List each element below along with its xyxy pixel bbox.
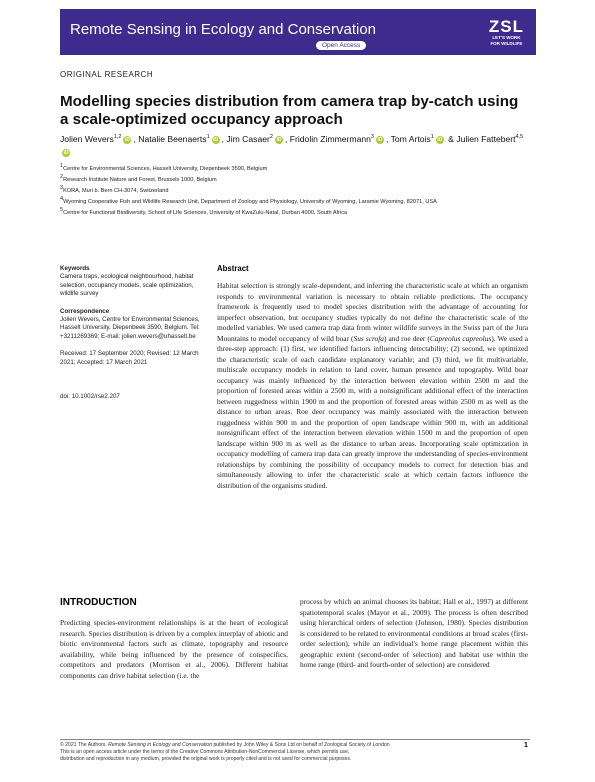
affiliation-number: 5 — [60, 207, 64, 214]
journal-banner — [60, 9, 536, 55]
author-name: Tom Artois — [390, 133, 431, 144]
intro-column-right: process by which an animal chooses its habitat; Hall et al., 1997) at different spatiotemporal scales (Mayor et al., 2009). The process is often described using hierarchical orders of selection (Johnson, 1980). Species distribution is considered to be related to environmental conditions at broad scales (first-order selection), while an individual's home range placement within this geographic extent (second-order of selection) and habitat use within the home range (third- and fourth-order of selection) are considered — [300, 597, 528, 669]
article-title: Modelling species distribution from camera trap by-catch using a scale-optimized occupancy approach — [60, 93, 519, 128]
author-list — [60, 131, 530, 159]
author-name: Natalie Beenaerts — [138, 133, 207, 144]
species-name-roe-deer: Capreolus capreolus — [429, 333, 492, 343]
correspondence-text: Jolien Wevers, Centre for Environmental Sciences, Hasselt University, Diepenbeek 3590, Belgium. Tel: +3211269369; E-mail: jolien.wevers@uhasselt.be — [60, 316, 200, 340]
affiliations — [60, 162, 530, 217]
affiliation-number: 1 — [60, 163, 64, 169]
correspondence-heading: Correspondence — [60, 307, 110, 315]
abstract-part-1: Habitat selection is strongly scale-dependent, and inferring the characteristic scale at which an organism responds to environmental variation is necessary to obtain reliable predictions. The occupancy framework is frequently used to model species distribution with the advantage of accounting for imperfect observation, but occupancy studies typically do not define the characteristic scale of the modelled variables. We used camera trap data from winter wildlife surveys in the Swiss part of the Jura Mountains to model occupancy of wild boar ( — [217, 281, 528, 343]
author-separator: , — [133, 133, 139, 144]
orcid-icon[interactable]: iD — [377, 136, 383, 143]
affiliation-text: Research Institute Nature and Forest, Brussels 1000, Belgium — [63, 176, 217, 183]
abstract-part-2: ) and roe deer ( — [384, 333, 430, 343]
affiliation-text: Centre for Environmental Sciences, Hasselt University, Diepenbeek 3590, Belgium — [63, 165, 268, 172]
footer-publisher: published by John Wiley & Sons Ltd on behalf of Zoological Society of London — [212, 742, 390, 748]
affiliation-number: 2 — [60, 174, 64, 181]
zsl-logo — [489, 18, 524, 46]
species-name-wild-boar: Sus scrofa — [353, 333, 385, 343]
author-name: Julien Fattebert — [456, 133, 516, 144]
footer-line-3: distribution and reproduction in any medium, provided the original work is properly cited and is not used for commercial purposes. — [60, 756, 352, 762]
affiliation-number: 4 — [60, 196, 64, 203]
orcid-icon[interactable]: iD — [124, 136, 130, 143]
author-name: Jim Casaer — [226, 133, 270, 144]
section-label: ORIGINAL RESEARCH — [60, 70, 154, 79]
orcid-icon[interactable]: iD — [437, 136, 443, 143]
intro-column-left: Predicting species-environment relationships is at the heart of ecological research. Species distribution is driven by a complex interplay of abiotic and biotic environmental factors such as climate, topography and resource availability, while being influenced by the presence of conspecifics, competitors and predators (Morrison et al., 2006). Different habitat components can drive habitat selection (i.e. the — [60, 618, 288, 680]
copyright-footer — [60, 742, 500, 763]
page-number: 1 — [524, 742, 528, 749]
orcid-icon[interactable]: iD — [276, 136, 282, 143]
author-separator: , — [385, 133, 391, 144]
open-access-badge: Open Access — [316, 41, 366, 50]
article-info-sidebar — [60, 265, 200, 401]
footer-copyright: © 2021 The Authors. — [60, 742, 109, 748]
footer-line-1 — [60, 742, 500, 749]
affiliation — [60, 206, 530, 217]
author-separator: , — [284, 133, 290, 144]
zsl-logo-line1: LET'S WORK — [492, 35, 521, 40]
author-affiliation-marker: 2 — [269, 134, 273, 140]
journal-name: Remote Sensing in Ecology and Conservation — [70, 21, 377, 38]
footer-line-2: This is an open access article under the terms of the Creative Commons Attribution-NonCommercial License, which permits use, — [60, 749, 350, 755]
affiliation-number: 3 — [60, 185, 64, 192]
affiliation-text: Wyoming Cooperative Fish and Wildlife Research Unit, Department of Zoology and Physiology, University of Wyoming, Laramie Wyoming, 82071, USA — [63, 199, 437, 206]
author-affiliation-marker: 3 — [370, 134, 374, 140]
author-name: Jolien Wevers — [60, 133, 114, 144]
author-separator: & — [445, 133, 457, 144]
footer-divider — [60, 739, 530, 740]
footer-journal-name: Remote Sensing in Ecology and Conservation — [108, 742, 213, 748]
affiliation — [60, 162, 530, 173]
author-affiliation-marker: 1 — [430, 134, 434, 140]
abstract-heading: Abstract — [217, 264, 249, 273]
keywords-text: Camera traps, ecological neighbourhood, habitat selection, occupancy models, scale optimization, wildlife survey — [60, 273, 194, 298]
orcid-icon[interactable]: iD — [213, 136, 219, 143]
author-affiliation-marker: 1,2 — [113, 134, 122, 140]
author-separator: , — [221, 133, 227, 144]
introduction-heading: INTRODUCTION — [60, 597, 137, 608]
keywords-heading: Keywords — [60, 265, 90, 272]
abstract-part-3: ). We used a three-step approach: (1) first, we identified factors influencing detectability; (2) second, we optimized the characteristic scale of each candidate explanatory variable; and (3) third, we fit multivariable, multiscale occupancy models in relation to land cover, human presence and topography. Wild boar occupancy was mainly influenced by the interaction between elevation within 2500 m and the proportion of forested areas within a 2500 m, with a nonsignificant additional effect of the interaction between ruggedness within 1900 m and the proportion of forested areas within 2500 m as well as the distance to urban areas. Roe deer occupancy was mainly associated with the interaction between ruggedness within 900 m and the proportion of open landscape within 900 m, with an additional nonsignificant effect of the interaction between elevation within 1500 m and the proportion of open landscape within 900 m as well as the distance to urban areas. Incorporating scale optimization in occupancy modelling of camera trap data can greatly improve the understanding of species-environment relationships by combining the possibility of occupancy models to correct for detection bias and simultaneously allowing to infer the characteristic scale at which certain factors influence the distribution of the organisms studied. — [217, 333, 529, 490]
affiliation — [60, 195, 530, 206]
doi-link[interactable]: doi: 10.1002/rse2.207 — [60, 393, 120, 401]
orcid-icon[interactable]: iD — [63, 149, 69, 156]
author-name: Fridolin Zimmermann — [289, 133, 371, 144]
affiliation — [60, 173, 530, 184]
zsl-logo-line2: FOR WILDLIFE — [490, 40, 523, 46]
author-affiliation-marker: 4,5 — [515, 134, 524, 140]
author-affiliation-marker: 1 — [206, 134, 210, 140]
abstract-text — [217, 281, 528, 491]
zsl-logo-main: ZSL — [488, 17, 524, 36]
affiliation-text: Centre for Functional Biodiversity, School of Life Sciences, University of KwaZulu-Natal, Durban 4000, South Africa — [63, 210, 348, 217]
affiliation-text: KORA, Muri b. Bern CH-3074, Switzerland — [63, 187, 169, 194]
article-dates: Received: 17 September 2020; Revised: 12 March 2021; Accepted: 17 March 2021 — [60, 350, 199, 366]
affiliation — [60, 184, 530, 195]
